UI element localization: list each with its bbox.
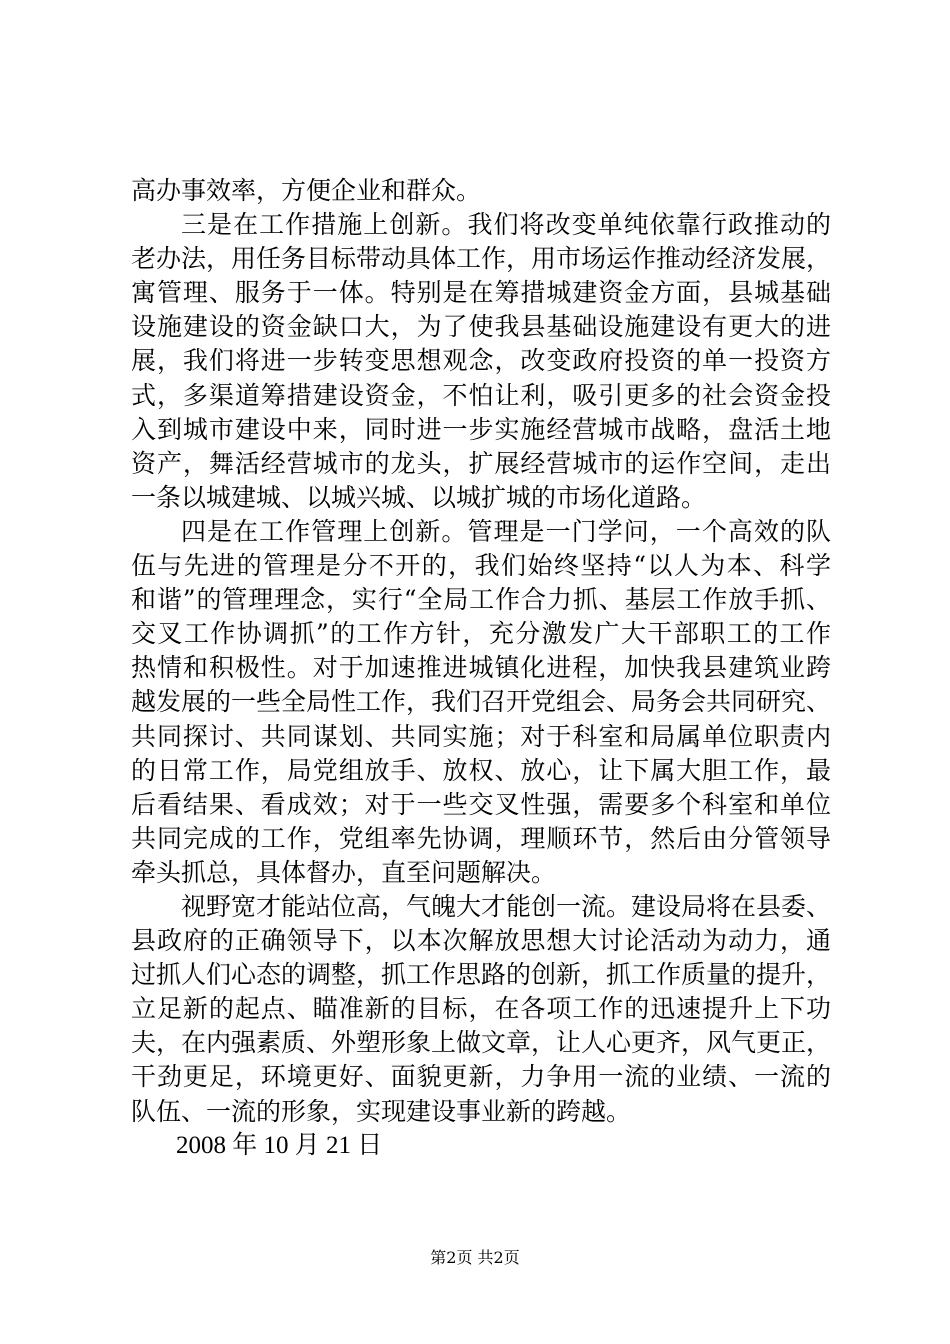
document-body	[131, 174, 831, 1163]
text-line: 老办法，用任务目标带动具体工作，用市场运作推动经济发展，	[131, 244, 831, 274]
text-line: 越发展的一些全局性工作，我们召开党组会、局务会共同研究、	[131, 687, 831, 717]
paragraph-start-line: 四是在工作管理上创新。管理是一门学问，一个高效的队	[181, 516, 831, 546]
text-line: 交叉工作协调抓”的工作方针，充分激发广大干部职工的工作	[131, 619, 831, 649]
document-date: 2008 年 10 月 21 日	[176, 1131, 383, 1159]
text-line: 立足新的起点、瞄准新的目标，在各项工作的迅速提升上下功	[131, 994, 831, 1024]
text-line: 县政府的正确领导下，以本次解放思想大讨论活动为动力，通	[131, 926, 831, 956]
paragraph-end-line: 牵头抓总，具体督办，直至问题解决。	[131, 857, 557, 887]
paragraph-end-line: 一条以城建城、以城兴城、以城扩城的市场化道路。	[131, 482, 707, 512]
text-line: 和谐”的管理理念，实行“全局工作合力抓、基层工作放手抓、	[131, 585, 831, 615]
text-line: 的日常工作，局党组放手、放权、放心，让下属大胆工作，最	[131, 755, 831, 785]
text-line: 过抓人们心态的调整，抓工作思路的创新，抓工作质量的提升，	[131, 960, 831, 990]
text-line: 共同完成的工作，党组率先协调，理顺环节，然后由分管领导	[131, 823, 831, 853]
text-line: 伍与先进的管理是分不开的，我们始终坚持“以人为本、科学	[131, 551, 831, 581]
text-line: 资产，舞活经营城市的龙头，扩展经营城市的运作空间，走出	[131, 448, 831, 478]
text-line: 热情和积极性。对于加速推进城镇化进程，加快我县建筑业跨	[131, 653, 831, 683]
text-line: 式，多渠道筹措建设资金，不怕让利，吸引更多的社会资金投	[131, 380, 831, 410]
text-line: 干劲更足，环境更好、面貌更新，力争用一流的业绩、一流的	[131, 1062, 831, 1092]
text-line: 设施建设的资金缺口大，为了使我县基础设施建设有更大的进	[131, 312, 831, 342]
text-line: 夫，在内强素质、外塑形象上做文章，让人心更齐，风气更正，	[131, 1028, 831, 1058]
paragraph-end-line: 队伍、一流的形象，实现建设事业新的跨越。	[131, 1096, 632, 1126]
text-line: 寓管理、服务于一体。特别是在筹措城建资金方面，县城基础	[131, 278, 831, 308]
paragraph-start-line: 三是在工作措施上创新。我们将改变单纯依靠行政推动的	[181, 210, 831, 240]
page-number-footer: 第2页 共2页	[430, 1248, 520, 1267]
text-line: 展，我们将进一步转变思想观念，改变政府投资的单一投资方	[131, 346, 831, 376]
text-line: 高办事效率，方便企业和群众。	[131, 176, 482, 205]
text-line: 共同探讨、共同谋划、共同实施；对于科室和局属单位职责内	[131, 721, 831, 751]
paragraph-start-line: 视野宽才能站位高，气魄大才能创一流。建设局将在县委、	[181, 891, 831, 921]
text-line: 后看结果、看成效；对于一些交叉性强，需要多个科室和单位	[131, 789, 831, 819]
text-line: 入到城市建设中来，同时进一步实施经营城市战略，盘活土地	[131, 414, 831, 444]
